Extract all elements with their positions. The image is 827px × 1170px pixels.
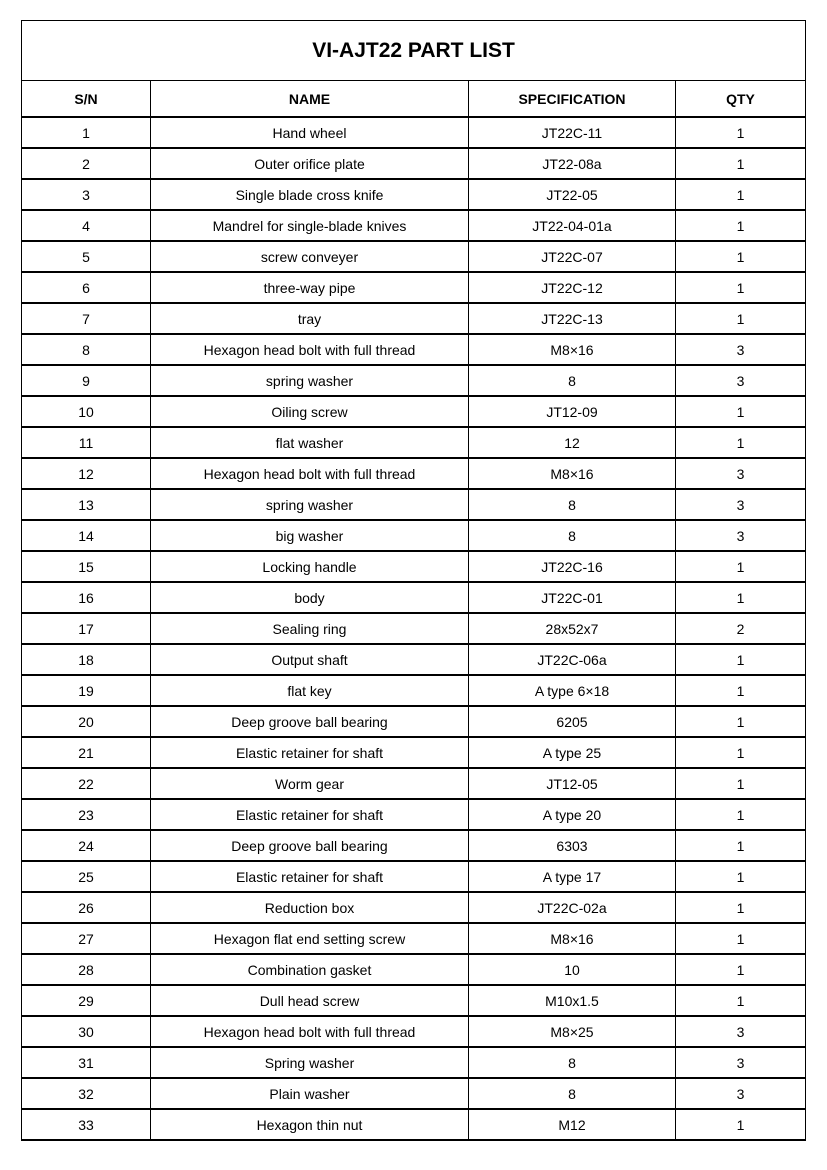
cell-sn: 16	[22, 582, 151, 613]
cell-qty: 1	[676, 954, 806, 985]
cell-specification: JT22C-13	[469, 303, 676, 334]
table-row	[22, 334, 806, 365]
cell-sn: 14	[22, 520, 151, 551]
cell-sn: 17	[22, 613, 151, 644]
cell-qty: 1	[676, 303, 806, 334]
cell-qty: 3	[676, 1016, 806, 1047]
column-header-sn: S/N	[22, 81, 151, 118]
table-row	[22, 613, 806, 644]
cell-qty: 1	[676, 737, 806, 768]
page-title: VI-AJT22 PART LIST	[22, 21, 806, 81]
cell-sn: 27	[22, 923, 151, 954]
cell-specification: A type 20	[469, 799, 676, 830]
cell-qty: 1	[676, 179, 806, 210]
cell-specification: 6205	[469, 706, 676, 737]
cell-specification: 8	[469, 489, 676, 520]
cell-specification: 8	[469, 520, 676, 551]
table-row	[22, 830, 806, 861]
cell-qty: 3	[676, 458, 806, 489]
cell-name: Plain washer	[151, 1078, 469, 1109]
column-header-name: NAME	[151, 81, 469, 118]
cell-qty: 1	[676, 768, 806, 799]
cell-specification: 12	[469, 427, 676, 458]
cell-sn: 9	[22, 365, 151, 396]
cell-name: Worm gear	[151, 768, 469, 799]
cell-qty: 1	[676, 644, 806, 675]
title-row	[22, 21, 806, 81]
cell-qty: 1	[676, 210, 806, 241]
cell-sn: 25	[22, 861, 151, 892]
cell-qty: 2	[676, 613, 806, 644]
cell-specification: 28x52x7	[469, 613, 676, 644]
cell-name: tray	[151, 303, 469, 334]
cell-sn: 2	[22, 148, 151, 179]
cell-qty: 3	[676, 520, 806, 551]
cell-sn: 1	[22, 117, 151, 148]
cell-specification: JT22C-02a	[469, 892, 676, 923]
cell-name: Hand wheel	[151, 117, 469, 148]
cell-sn: 11	[22, 427, 151, 458]
cell-qty: 1	[676, 148, 806, 179]
table-row	[22, 458, 806, 489]
column-header-qty: QTY	[676, 81, 806, 118]
cell-name: Outer orifice plate	[151, 148, 469, 179]
cell-qty: 1	[676, 117, 806, 148]
cell-sn: 19	[22, 675, 151, 706]
cell-specification: 8	[469, 365, 676, 396]
cell-specification: A type 25	[469, 737, 676, 768]
cell-name: Reduction box	[151, 892, 469, 923]
cell-qty: 1	[676, 799, 806, 830]
table-row	[22, 954, 806, 985]
table-row	[22, 799, 806, 830]
cell-qty: 1	[676, 830, 806, 861]
table-row	[22, 861, 806, 892]
table-row	[22, 644, 806, 675]
cell-specification: JT22C-12	[469, 272, 676, 303]
cell-name: spring washer	[151, 365, 469, 396]
cell-name: Output shaft	[151, 644, 469, 675]
cell-specification: A type 6×18	[469, 675, 676, 706]
cell-specification: M8×16	[469, 923, 676, 954]
table-row	[22, 706, 806, 737]
cell-name: Spring washer	[151, 1047, 469, 1078]
cell-specification: JT22C-06a	[469, 644, 676, 675]
cell-specification: 10	[469, 954, 676, 985]
table-row	[22, 551, 806, 582]
header-row	[22, 81, 806, 118]
cell-name: Single blade cross knife	[151, 179, 469, 210]
cell-qty: 1	[676, 396, 806, 427]
cell-sn: 21	[22, 737, 151, 768]
table-body	[22, 117, 806, 1140]
cell-specification: M8×16	[469, 334, 676, 365]
cell-name: Hexagon head bolt with full thread	[151, 334, 469, 365]
cell-specification: 8	[469, 1047, 676, 1078]
cell-specification: M8×16	[469, 458, 676, 489]
cell-name: Hexagon head bolt with full thread	[151, 458, 469, 489]
cell-sn: 15	[22, 551, 151, 582]
cell-sn: 18	[22, 644, 151, 675]
cell-specification: JT22C-11	[469, 117, 676, 148]
cell-sn: 28	[22, 954, 151, 985]
part-list-sheet	[21, 20, 805, 1141]
table-row	[22, 582, 806, 613]
cell-qty: 1	[676, 582, 806, 613]
table-row	[22, 427, 806, 458]
cell-qty: 1	[676, 892, 806, 923]
cell-qty: 1	[676, 241, 806, 272]
cell-specification: JT12-05	[469, 768, 676, 799]
table-row	[22, 179, 806, 210]
cell-sn: 30	[22, 1016, 151, 1047]
cell-name: Combination gasket	[151, 954, 469, 985]
cell-name: Elastic retainer for shaft	[151, 737, 469, 768]
cell-qty: 1	[676, 551, 806, 582]
cell-sn: 8	[22, 334, 151, 365]
cell-sn: 33	[22, 1109, 151, 1140]
cell-name: Hexagon flat end setting screw	[151, 923, 469, 954]
cell-specification: JT22C-07	[469, 241, 676, 272]
cell-specification: JT22C-16	[469, 551, 676, 582]
cell-specification: M12	[469, 1109, 676, 1140]
cell-name: Elastic retainer for shaft	[151, 861, 469, 892]
cell-name: Deep groove ball bearing	[151, 830, 469, 861]
cell-sn: 32	[22, 1078, 151, 1109]
cell-sn: 4	[22, 210, 151, 241]
table-row	[22, 117, 806, 148]
cell-name: spring washer	[151, 489, 469, 520]
cell-sn: 6	[22, 272, 151, 303]
cell-name: Mandrel for single-blade knives	[151, 210, 469, 241]
table-row	[22, 489, 806, 520]
cell-sn: 12	[22, 458, 151, 489]
cell-qty: 3	[676, 489, 806, 520]
cell-specification: 8	[469, 1078, 676, 1109]
cell-sn: 31	[22, 1047, 151, 1078]
table-row	[22, 768, 806, 799]
cell-qty: 1	[676, 706, 806, 737]
cell-sn: 7	[22, 303, 151, 334]
cell-name: flat washer	[151, 427, 469, 458]
cell-specification: 6303	[469, 830, 676, 861]
table-row	[22, 365, 806, 396]
cell-name: flat key	[151, 675, 469, 706]
table-row	[22, 241, 806, 272]
cell-specification: JT22C-01	[469, 582, 676, 613]
cell-name: Hexagon thin nut	[151, 1109, 469, 1140]
table-row	[22, 1016, 806, 1047]
table-row	[22, 1109, 806, 1140]
table-row	[22, 210, 806, 241]
cell-name: Hexagon head bolt with full thread	[151, 1016, 469, 1047]
table-row	[22, 923, 806, 954]
cell-specification: M8×25	[469, 1016, 676, 1047]
cell-qty: 3	[676, 334, 806, 365]
cell-name: three-way pipe	[151, 272, 469, 303]
cell-sn: 22	[22, 768, 151, 799]
table-row	[22, 892, 806, 923]
cell-sn: 13	[22, 489, 151, 520]
cell-specification: JT22-05	[469, 179, 676, 210]
cell-sn: 23	[22, 799, 151, 830]
cell-sn: 24	[22, 830, 151, 861]
column-header-specification: SPECIFICATION	[469, 81, 676, 118]
cell-name: Sealing ring	[151, 613, 469, 644]
table-row	[22, 985, 806, 1016]
cell-qty: 1	[676, 923, 806, 954]
cell-qty: 1	[676, 272, 806, 303]
cell-qty: 3	[676, 1047, 806, 1078]
cell-qty: 1	[676, 427, 806, 458]
cell-sn: 5	[22, 241, 151, 272]
cell-name: Oiling screw	[151, 396, 469, 427]
cell-qty: 1	[676, 1109, 806, 1140]
table-row	[22, 1078, 806, 1109]
cell-sn: 20	[22, 706, 151, 737]
table-row	[22, 396, 806, 427]
table-row	[22, 272, 806, 303]
table-row	[22, 148, 806, 179]
cell-qty: 3	[676, 365, 806, 396]
cell-name: screw conveyer	[151, 241, 469, 272]
cell-qty: 3	[676, 1078, 806, 1109]
table-row	[22, 675, 806, 706]
cell-qty: 1	[676, 861, 806, 892]
cell-specification: JT12-09	[469, 396, 676, 427]
cell-specification: JT22-04-01a	[469, 210, 676, 241]
cell-name: Deep groove ball bearing	[151, 706, 469, 737]
cell-qty: 1	[676, 985, 806, 1016]
cell-name: Locking handle	[151, 551, 469, 582]
cell-specification: M10x1.5	[469, 985, 676, 1016]
cell-specification: JT22-08a	[469, 148, 676, 179]
table-row	[22, 1047, 806, 1078]
table-row	[22, 737, 806, 768]
part-list-table	[21, 20, 806, 1141]
table-row	[22, 303, 806, 334]
table-row	[22, 520, 806, 551]
cell-specification: A type 17	[469, 861, 676, 892]
cell-qty: 1	[676, 675, 806, 706]
cell-sn: 10	[22, 396, 151, 427]
cell-name: Elastic retainer for shaft	[151, 799, 469, 830]
cell-name: big washer	[151, 520, 469, 551]
cell-sn: 29	[22, 985, 151, 1016]
cell-sn: 3	[22, 179, 151, 210]
cell-name: body	[151, 582, 469, 613]
cell-name: Dull head screw	[151, 985, 469, 1016]
cell-sn: 26	[22, 892, 151, 923]
